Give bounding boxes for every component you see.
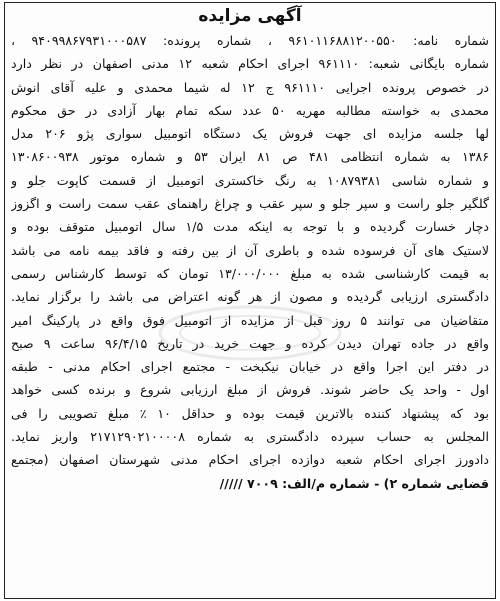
- auction-notice: [4, 2, 496, 599]
- notice-line: در دفتر این اجرا واقع در خیابان نیکبخت - مجتمع اجرای احکام مدنی - طبقه: [11, 359, 489, 375]
- notice-title: آگهی مزایده: [198, 6, 302, 26]
- notice-line: ۱۳۸۶ به شماره انتظامی ۴۸۱ ص ۸۱ ایران ۵۳ و شماره موتور ۱۳۰۸۶۰۰۹۳۸: [11, 149, 489, 165]
- notice-body: [11, 29, 489, 495]
- notice-line: واقع در جاده تهران دیدن کرده و جهت خرید در تاریخ ۹۶/۴/۱۵ ساعت ۹ صبح: [11, 335, 489, 351]
- notice-line: اول - واحد یک حاضر شوند. فروش از مبلغ ارزیابی شروع و برنده کسی خواهد: [11, 382, 489, 398]
- notice-line: محمدی به خواسته مطالبه مهریه ۵۰ عدد سکه تمام بهار آزادی در حق محکوم: [11, 102, 489, 118]
- notice-line: به قیمت کارشناسی شده به مبلغ ۱۳/۰۰۰/۰۰۰ تومان که توسط کارشناس رسمی: [11, 265, 489, 281]
- notice-line: دادورز اجرای احکام شعبه دوازده اجرای احکام مدنی شهرستان اصفهان (مجتمع: [11, 452, 489, 468]
- notice-line: لها جلسه مزایده ای جهت فروش یک دستگاه اتومبیل سواری پژو ۲۰۶ مدل: [11, 126, 489, 142]
- notice-line: دادگستری ارزیابی گردیده و مصون از هر گونه اعتراض می باشد را برگزار نماید.: [11, 289, 489, 305]
- notice-line: متقاضیان می توانند ۵ روز قبل از مزایده از اتومبیل فوق واقع در پارکینگ امیر: [11, 312, 489, 328]
- notice-line: المجلس به حساب سپرده دادگستری به شماره ۲۱۷۱۲۹۰۲۱۰۰۰۰۸ واریز نماید.: [11, 429, 489, 445]
- notice-line: دچار خسارت گردیده و با توجه به اینکه مدت ۱/۵ سال اتومبیل متوقف بوده و: [11, 219, 489, 235]
- notice-line: در خصوص پرونده اجرایی ۹۶۱۱۱۰ ج ۱۲ له شیما محمدی و علیه آقای انوش: [11, 79, 489, 95]
- notice-line: شماره نامه: ۹۶۱۰۱۱۶۸۸۱۲۰۰۵۵۰ ، شماره پرونده: ۹۴۰۹۹۸۶۷۹۳۱۰۰۰۵۸۷ ،: [11, 33, 489, 48]
- notice-line: گلگیر جلو راست و سپر جلو و سپر عقب و چراغ راهنمای عقب سمت راست و اگزوز: [11, 196, 489, 212]
- notice-line: بود که پیشنهاد کننده بالاترین قیمت بوده و حداقل ۱۰ ٪ مبلغ تصویبی را فی: [11, 405, 489, 421]
- notice-line: شماره بایگانی شعبه: ۹۶۱۱۱۰ اجرای احکام شعبه ۱۲ مدنی اصفهان در نظر دارد: [11, 56, 489, 72]
- notice-line: و شماره شاسی ۱۰۸۷۹۳۸۱ به رنگ خاکستری اتومبیل از قسمت کاپوت جلو و: [11, 172, 489, 188]
- notice-signature-line: قضایی شماره ۲) - شماره م/الف: ۷۰۰۹ /////: [219, 475, 489, 491]
- notice-line: لاستیک های آن فرسوده شده و باطری آن از بین رفته و فاقد بیمه نامه می باشد: [11, 242, 489, 258]
